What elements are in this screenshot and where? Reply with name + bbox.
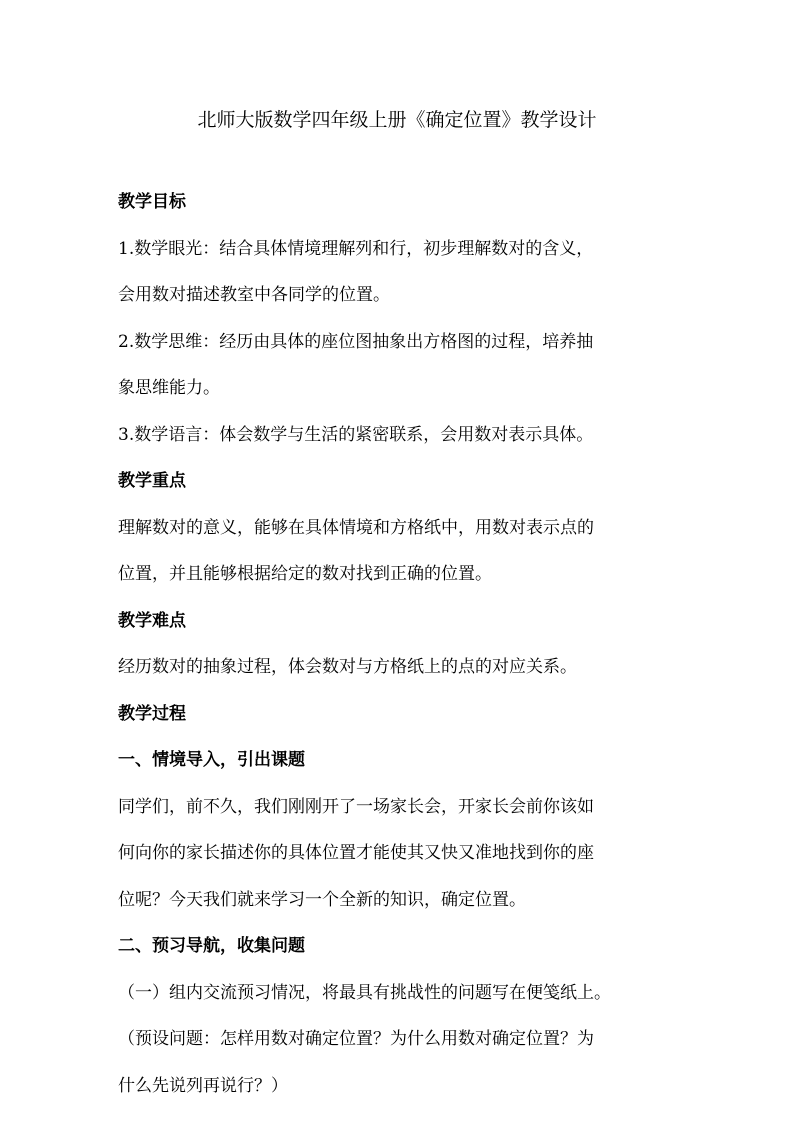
objectives-heading: 教学目标 bbox=[118, 192, 186, 212]
difficulty-heading: 教学难点 bbox=[118, 610, 186, 631]
paragraph-line: 何向你的家长描述你的具体位置才能使其又快又准地找到你的座 bbox=[118, 843, 594, 863]
paragraph-line: 1.数学眼光：结合具体情境理解列和行，初步理解数对的含义， bbox=[118, 238, 594, 259]
document-body bbox=[118, 185, 688, 1103]
paragraph-line: 同学们，前不久，我们刚刚开了一场家长会，开家长会前你该如 bbox=[118, 796, 594, 817]
paragraph-line: （预设问题：怎样用数对确定位置？为什么用数对确定位置？为 bbox=[118, 1029, 594, 1049]
paragraph-line: 象思维能力。 bbox=[118, 378, 220, 398]
paragraph-line: （一）组内交流预习情况，将最具有挑战性的问题写在便笺纸上。 bbox=[118, 982, 611, 1003]
paragraph-line: 3.数学语言：体会数学与生活的紧密联系，会用数对表示具体。 bbox=[118, 424, 594, 445]
paragraph-line: 会用数对描述教室中各同学的位置。 bbox=[118, 285, 390, 305]
document-title: 北师大版数学四年级上册《确定位置》教学设计 bbox=[197, 109, 597, 131]
paragraph-line: 位置，并且能够根据给定的数对找到正确的位置。 bbox=[118, 564, 492, 584]
paragraph-line: 理解数对的意义，能够在具体情境和方格纸中，用数对表示点的 bbox=[118, 517, 594, 538]
part2-heading: 二、预习导航，收集问题 bbox=[118, 936, 305, 956]
process-heading: 教学过程 bbox=[118, 703, 186, 724]
part1-heading: 一、情境导入，引出课题 bbox=[118, 750, 305, 770]
paragraph-line: 什么先说列再说行？） bbox=[118, 1075, 288, 1096]
paragraph-line: 2.数学思维：经历由具体的座位图抽象出方格图的过程，培养抽 bbox=[118, 331, 594, 352]
key-heading: 教学重点 bbox=[118, 471, 186, 491]
paragraph-line: 位呢？今天我们就来学习一个全新的知识，确定位置。 bbox=[118, 889, 526, 910]
paragraph-line: 经历数对的抽象过程，体会数对与方格纸上的点的对应关系。 bbox=[118, 657, 577, 677]
